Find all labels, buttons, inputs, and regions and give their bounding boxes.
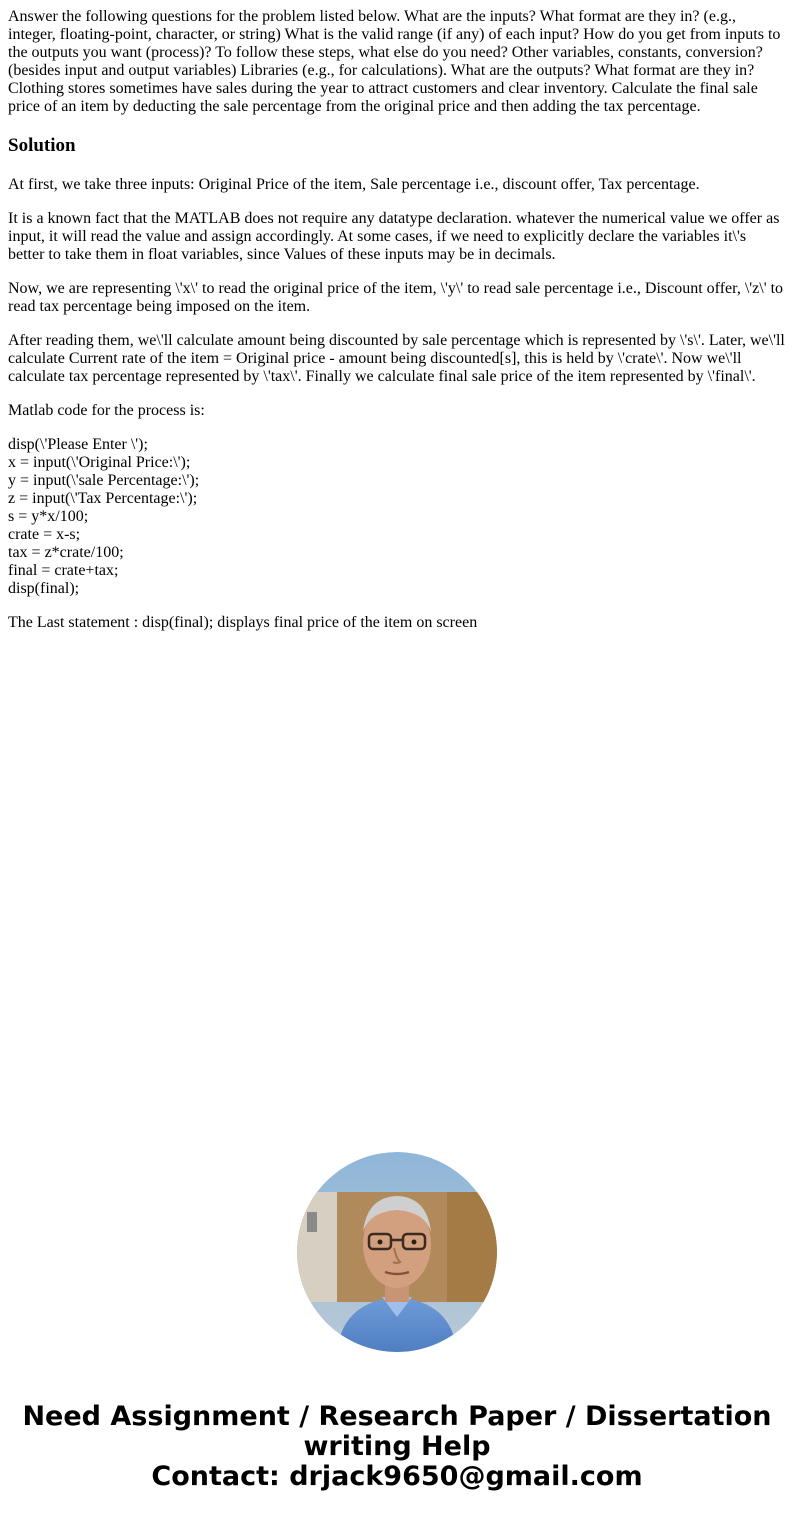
author-avatar bbox=[297, 1152, 497, 1352]
solution-heading: Solution bbox=[8, 135, 76, 156]
promo-footer bbox=[0, 1152, 794, 1492]
code-line: final = crate+tax; bbox=[8, 562, 119, 579]
paragraph-variables: Now, we are representing \'x\' to read the original price of the item, \'y\' to read sale percentage i.e., Discount offer, \'z\' to read tax percentage being imposed on the item. bbox=[8, 280, 784, 315]
promo-contact: Contact: drjack9650@gmail.com bbox=[151, 1461, 643, 1492]
code-line: disp(\'Please Enter \'); bbox=[8, 436, 148, 453]
code-line: z = input(\'Tax Percentage:\'); bbox=[8, 490, 198, 507]
code-line: y = input(\'sale Percentage:\'); bbox=[8, 472, 200, 489]
code-line: disp(final); bbox=[8, 580, 80, 597]
paragraph-process: After reading them, we\'ll calculate amount being discounted by sale percentage which is represented by \'s\'. Later, we\'ll calculate Current rate of the item = Original price - amount being discounted[s], this is held by \'crate\'. Now we\'ll calculate tax percentage represented by \'tax\'. Finally we calculate final sale price of the item represented by \'final\'. bbox=[8, 332, 785, 385]
promo-line-1: Need Assignment / Research Paper / Dissertation bbox=[22, 1401, 772, 1432]
code-line: s = y*x/100; bbox=[8, 508, 89, 525]
paragraph-datatypes: It is a known fact that the MATLAB does not require any datatype declaration. whatever the numerical value we offer as input, it will read the value and assign accordingly. At some cases, if we need to explicitly declare the variables it\'s better to take them in float variables, since Values of these inputs may be in decimals. bbox=[8, 210, 780, 263]
code-line: tax = z*crate/100; bbox=[8, 544, 124, 561]
code-line: crate = x-s; bbox=[8, 526, 81, 543]
paragraph-code-intro: Matlab code for the process is: bbox=[8, 402, 205, 419]
promo-line-2: writing Help bbox=[303, 1431, 491, 1462]
paragraph-inputs: At first, we take three inputs: Original Price of the item, Sale percentage i.e., discount offer, Tax percentage. bbox=[8, 176, 700, 193]
promo-text bbox=[0, 1402, 794, 1492]
code-line: x = input(\'Original Price:\'); bbox=[8, 454, 191, 471]
closing-text: The Last statement : disp(final); displays final price of the item on screen bbox=[8, 614, 478, 631]
code-block bbox=[8, 436, 786, 598]
question-text: Answer the following questions for the problem listed below. What are the inputs? What format are they in? (e.g., integer, floating-point, character, or string) What is the valid range (if any) of each input? How do you get from inputs to the outputs you want (process)? To follow these steps, what else do you need? Other variables, constants, conversion? (besides input and output variables) Libraries (e.g., for calculations). What are the outputs? What format are they in? Clothing stores sometimes have sales during the year to attract customers and clear inventory. Calculate the final sale price of an item by deducting the sale percentage from the original price and then adding the tax percentage. bbox=[8, 8, 781, 115]
document-body bbox=[8, 8, 786, 648]
